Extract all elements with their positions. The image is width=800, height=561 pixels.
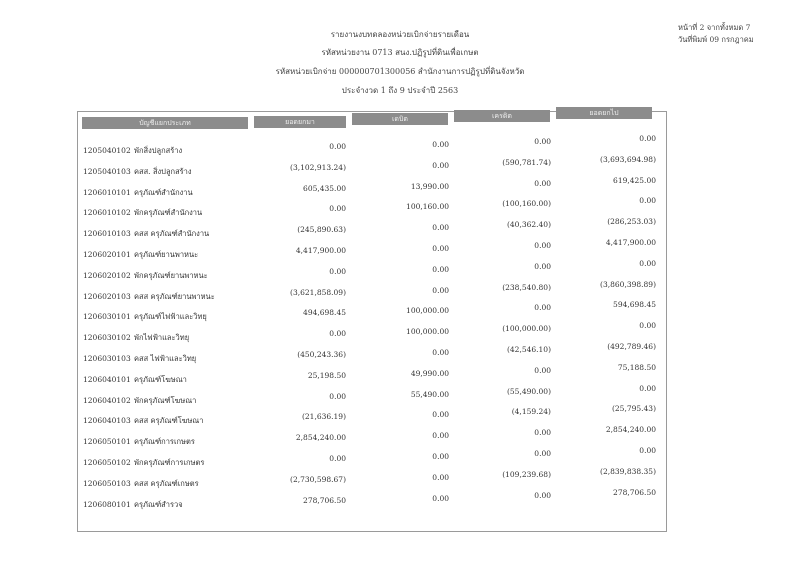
- credit-amount: 0.00: [534, 241, 551, 250]
- account-code: 1206020103: [83, 291, 131, 301]
- account-name: ครุภัณฑ์ไฟฟ้าและวิทยุ: [134, 312, 207, 322]
- account-name: พักไฟฟ้าและวิทยุ: [134, 333, 190, 343]
- closing-amount: 594,698.45: [613, 300, 656, 310]
- account-name: ครุภัณฑ์โฆษณา: [134, 374, 187, 384]
- account-name: คสส ครุภัณฑ์เกษตร: [134, 478, 199, 488]
- credit-amount: (100,000.00): [502, 324, 551, 334]
- debit-amount: 100,000.00: [406, 327, 449, 337]
- account-code: 1206030103: [83, 354, 131, 363]
- credit-amount: (4,159.24): [511, 407, 551, 417]
- closing-amount: 0.00: [639, 134, 656, 143]
- closing-amount: (3,693,694.98): [600, 154, 656, 164]
- opening-amount: (245,890.63): [297, 225, 346, 235]
- opening-amount: 0.00: [329, 391, 346, 401]
- credit-amount: (40,362.40): [506, 220, 551, 230]
- debit-amount: 0.00: [432, 493, 449, 503]
- table-row: [0, 383, 800, 408]
- opening-amount: 278,706.50: [303, 495, 346, 505]
- credit-amount: 0.00: [534, 303, 551, 313]
- page-number: หน้าที่ 2 จากทั้งหมด 7: [678, 23, 751, 32]
- account-name: พักสิ่งปลูกสร้าง: [134, 146, 183, 155]
- col-header-closing: ยอดยกไป: [556, 107, 652, 119]
- debit-amount: 0.00: [432, 264, 449, 274]
- credit-amount: 0.00: [534, 490, 551, 500]
- credit-amount: (42,546.10): [506, 345, 551, 354]
- table-row: [0, 321, 800, 345]
- account-name: พักครุภัณฑ์สำนักงาน: [134, 208, 203, 218]
- closing-amount: (286,253.03): [607, 217, 656, 227]
- closing-amount: 0.00: [639, 383, 656, 393]
- table-row: [0, 238, 800, 262]
- closing-amount: (2,839,838.35): [600, 466, 656, 476]
- closing-amount: 2,854,240.00: [605, 425, 656, 435]
- account-name: คสส ครุภัณฑ์โฆษณา: [134, 416, 204, 426]
- debit-amount: 0.00: [432, 472, 449, 482]
- credit-amount: (238,540.80): [502, 282, 551, 292]
- closing-amount: (3,860,398.89): [600, 279, 656, 289]
- table-row: [0, 362, 800, 387]
- opening-amount: 0.00: [329, 329, 346, 339]
- debit-amount: 0.00: [432, 431, 449, 441]
- opening-amount: 4,417,900.00: [295, 246, 346, 255]
- credit-amount: (55,490.00): [506, 386, 551, 396]
- closing-amount: 75,188.50: [617, 362, 656, 372]
- debit-amount: 0.00: [432, 452, 449, 461]
- debit-amount: 100,000.00: [406, 306, 449, 316]
- credit-amount: (100,160.00): [502, 199, 551, 209]
- debit-amount: 13,990.00: [410, 181, 449, 191]
- account-name: คสส. สิ่งปลูกสร้าง: [134, 166, 192, 176]
- opening-amount: (450,243.36): [297, 350, 346, 359]
- account-code: 1206020101: [83, 250, 131, 259]
- account-code: 1206050102: [83, 458, 131, 467]
- report-period: ประจำงวด 1 ถึง 9 ประจำปี 2563: [341, 86, 459, 95]
- closing-amount: 0.00: [639, 446, 656, 455]
- table-row: [0, 134, 800, 158]
- table-row: [0, 217, 800, 241]
- credit-amount: 0.00: [534, 137, 551, 146]
- opening-amount: (3,621,858.09): [290, 287, 346, 297]
- account-code: 1206080101: [83, 499, 131, 509]
- table-row: [0, 342, 800, 366]
- account-name: คสส ไฟฟ้าและวิทยุ: [134, 354, 197, 363]
- account-code: 1206010101: [83, 187, 131, 197]
- opening-amount: (3,102,913.24): [290, 162, 346, 172]
- account-name: พักครุภัณฑ์การเกษตร: [134, 458, 205, 467]
- closing-amount: 619,425.00: [613, 175, 656, 185]
- credit-amount: 0.00: [534, 428, 551, 438]
- account-code: 1206050103: [83, 478, 131, 488]
- table-row: [0, 196, 800, 220]
- account-code: 1206010102: [83, 208, 131, 218]
- col-header-account: บัญชีแยกประเภท: [82, 117, 248, 129]
- debit-amount: 100,160.00: [406, 202, 449, 212]
- print-date: วันที่พิมพ์ 09 กรกฎาคม: [678, 35, 754, 44]
- closing-amount: 0.00: [639, 196, 656, 206]
- account-code: 1206040103: [83, 416, 131, 426]
- account-code: 1206040101: [83, 374, 131, 384]
- opening-amount: 2,854,240.00: [295, 433, 346, 443]
- account-name: ครุภัณฑ์สำนักงาน: [134, 187, 193, 197]
- opening-amount: 0.00: [329, 454, 346, 463]
- debit-amount: 0.00: [432, 140, 449, 149]
- account-name: ครุภัณฑ์การเกษตร: [134, 437, 195, 447]
- report-title: รายงานงบทดลองหน่วยเบิกจ่ายรายเดือน: [330, 30, 470, 39]
- opening-amount: 25,198.50: [307, 370, 346, 380]
- closing-amount: (492,789.46): [607, 342, 656, 351]
- closing-amount: 4,417,900.00: [605, 238, 656, 247]
- debit-amount: 0.00: [432, 160, 449, 170]
- table-row: [0, 279, 800, 304]
- credit-amount: (109,239.68): [502, 469, 551, 479]
- debit-amount: 0.00: [432, 410, 449, 420]
- opening-amount: 0.00: [329, 142, 346, 151]
- opening-amount: 0.00: [329, 204, 346, 214]
- table-row: [0, 154, 800, 179]
- account-code: 1206020102: [83, 270, 131, 280]
- table-row: [0, 446, 800, 470]
- account-name: คสส ครุภัณฑ์สำนักงาน: [134, 229, 210, 239]
- opening-amount: 605,435.00: [303, 183, 346, 193]
- account-code: 1206010103: [83, 229, 131, 239]
- account-code: 1206040102: [83, 395, 131, 405]
- closing-amount: (25,795.43): [611, 404, 656, 414]
- col-header-opening: ยอดยกมา: [254, 116, 346, 128]
- table-row: [0, 466, 800, 491]
- account-code: 1205040102: [83, 146, 131, 155]
- table-row: [0, 425, 800, 449]
- col-header-debit: เดบิต: [352, 113, 448, 125]
- credit-amount: 0.00: [534, 365, 551, 375]
- debit-amount: 49,990.00: [410, 368, 449, 378]
- account-name: คสส ครุภัณฑ์ยานพาหนะ: [134, 291, 215, 301]
- credit-amount: (590,781.74): [502, 157, 551, 167]
- credit-amount: 0.00: [534, 261, 551, 271]
- account-code: 1206030101: [83, 312, 131, 322]
- debit-amount: 0.00: [432, 244, 449, 253]
- closing-amount: 278,706.50: [613, 487, 656, 497]
- account-name: พักครุภัณฑ์ยานพาหนะ: [134, 270, 208, 280]
- opening-amount: (2,730,598.67): [290, 474, 346, 484]
- agency-code: รหัสหน่วยงาน 0713 สนง.ปฏิรูปที่ดินเพื่อเกษต: [321, 48, 479, 57]
- account-name: ครุภัณฑ์ยานพาหนะ: [134, 250, 199, 259]
- debit-amount: 0.00: [432, 285, 449, 295]
- account-name: ครุภัณฑ์สำรวจ: [134, 499, 183, 509]
- table-row: [0, 175, 800, 200]
- account-code: 1205040103: [83, 166, 131, 176]
- disbursement-unit: รหัสหน่วยเบิกจ่าย 000000701300056 สำนักงานการปฏิรูปที่ดินจังหวัด: [275, 67, 525, 76]
- table-row: [0, 258, 800, 283]
- account-name: พักครุภัณฑ์โฆษณา: [134, 395, 197, 405]
- closing-amount: 0.00: [639, 258, 656, 268]
- opening-amount: (21,636.19): [301, 412, 346, 422]
- debit-amount: 0.00: [432, 223, 449, 233]
- opening-amount: 0.00: [329, 266, 346, 276]
- account-code: 1206030102: [83, 333, 131, 343]
- debit-amount: 0.00: [432, 348, 449, 357]
- opening-amount: 494,698.45: [303, 308, 346, 318]
- col-header-credit: เครดิต: [454, 110, 550, 122]
- table-row: [0, 404, 800, 428]
- debit-amount: 55,490.00: [410, 389, 449, 399]
- table-row: [0, 300, 800, 324]
- closing-amount: 0.00: [639, 321, 656, 331]
- credit-amount: 0.00: [534, 449, 551, 458]
- credit-amount: 0.00: [534, 178, 551, 188]
- account-code: 1206050101: [83, 437, 131, 447]
- table-row: [0, 487, 800, 512]
